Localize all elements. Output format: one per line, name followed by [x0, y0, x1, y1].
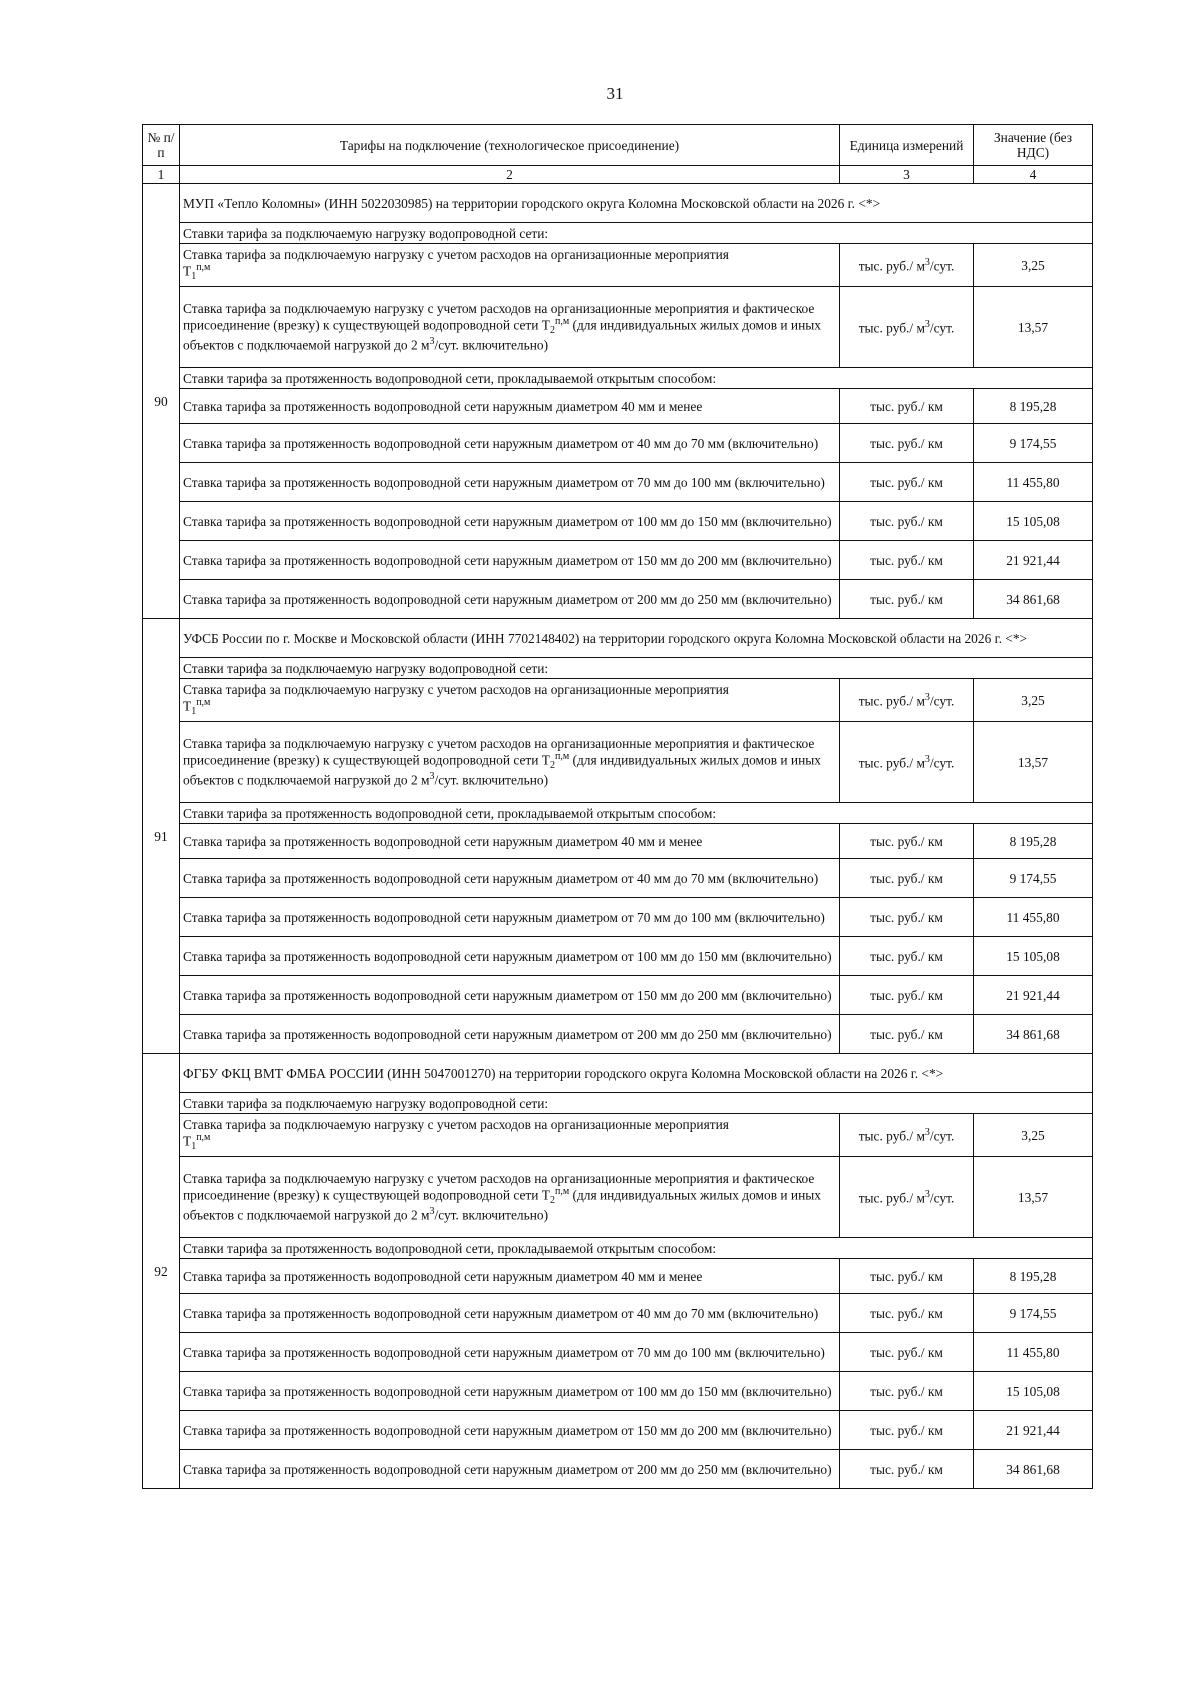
t2-label — [180, 287, 840, 368]
unit-cell: тыс. руб./ км — [840, 976, 974, 1015]
index-cell: 3 — [840, 166, 974, 184]
pipe-label: Ставка тарифа за протяженность водопроводной сети наружным диаметром 40 мм и менее — [180, 824, 840, 859]
unit-cell — [840, 1157, 974, 1238]
unit-text-suffix: /сут. — [929, 693, 955, 709]
unit-text-suffix: /сут. — [929, 755, 955, 771]
org-title: МУП «Тепло Коломны» (ИНН 5022030985) на территории городского округа Коломна Московской области на 2026 г. <*> — [180, 184, 1093, 223]
table-body — [143, 184, 1093, 1489]
unit-cell: тыс. руб./ км — [840, 424, 974, 463]
table-row — [143, 976, 1093, 1015]
pipe-label: Ставка тарифа за протяженность водопроводной сети наружным диаметром от 200 мм до 250 мм (включительно) — [180, 1450, 840, 1489]
t2-text: Ставка тарифа за подключаемую нагрузку с учетом расходов на организационные мероприятия и фактическое присоединение (врезку) к существующей водопроводной сети T — [183, 736, 815, 768]
unit-cell: тыс. руб./ км — [840, 824, 974, 859]
unit-cell: тыс. руб./ км — [840, 1259, 974, 1294]
pipe-label: Ставка тарифа за протяженность водопроводной сети наружным диаметром 40 мм и менее — [180, 389, 840, 424]
value-cell: 9 174,55 — [974, 1294, 1093, 1333]
org-row — [143, 184, 1093, 223]
pipe-label: Ставка тарифа за протяженность водопроводной сети наружным диаметром от 70 мм до 100 мм (включительно) — [180, 463, 840, 502]
unit-cell: тыс. руб./ км — [840, 859, 974, 898]
t1-superscript: п,м — [196, 697, 211, 709]
value-cell: 8 195,28 — [974, 389, 1093, 424]
pipe-label: Ставка тарифа за протяженность водопроводной сети наружным диаметром от 100 мм до 150 мм (включительно) — [180, 937, 840, 976]
tariff-table — [142, 124, 1093, 1489]
unit-text: тыс. руб./ м — [858, 693, 925, 709]
unit-text: тыс. руб./ м — [858, 755, 925, 771]
unit-cell — [840, 1114, 974, 1157]
unit-text: тыс. руб./ м — [858, 258, 925, 274]
t2-superscript: п,м — [554, 751, 570, 763]
org-number: 90 — [143, 184, 180, 619]
pipe-label: Ставка тарифа за протяженность водопроводной сети наружным диаметром от 40 мм до 70 мм (включительно) — [180, 1294, 840, 1333]
header-row — [143, 125, 1093, 166]
unit-cell: тыс. руб./ км — [840, 1450, 974, 1489]
unit-text-suffix: /сут. — [929, 258, 955, 274]
t2-label — [180, 722, 840, 803]
section-length-label: Ставки тарифа за протяженность водопроводной сети, прокладываемой открытым способом: — [180, 1238, 1093, 1259]
value-cell: 9 174,55 — [974, 424, 1093, 463]
pipe-label: Ставка тарифа за протяженность водопроводной сети наружным диаметром от 40 мм до 70 мм (включительно) — [180, 424, 840, 463]
section-length-label: Ставки тарифа за протяженность водопроводной сети, прокладываемой открытым способом: — [180, 368, 1093, 389]
t1-superscript: п,м — [196, 262, 211, 274]
value-cell: 13,57 — [974, 1157, 1093, 1238]
value-cell: 11 455,80 — [974, 898, 1093, 937]
t2-superscript: п,м — [554, 1186, 570, 1198]
unit-cell — [840, 722, 974, 803]
value-cell: 3,25 — [974, 679, 1093, 722]
table-row — [143, 1450, 1093, 1489]
header-tariff: Тарифы на подключение (технологическое присоединение) — [180, 125, 840, 166]
value-cell: 15 105,08 — [974, 937, 1093, 976]
unit-cell: тыс. руб./ км — [840, 1333, 974, 1372]
unit-superscript: 3 — [924, 1188, 930, 1200]
t2-text-end: /сут. включительно) — [434, 772, 549, 788]
value-cell: 15 105,08 — [974, 502, 1093, 541]
unit-superscript: 3 — [924, 753, 930, 765]
table-row — [143, 244, 1093, 287]
t2-text-cont: (для индивидуальных жилых домов и иных объектов с подключаемой нагрузкой до 2 м — [183, 317, 821, 353]
t2-cubic: 3 — [429, 771, 435, 783]
unit-text: тыс. руб./ м — [858, 320, 925, 336]
t2-text-cont: (для индивидуальных жилых домов и иных объектов с подключаемой нагрузкой до 2 м — [183, 1187, 821, 1223]
unit-text: тыс. руб./ м — [858, 1190, 925, 1206]
unit-cell — [840, 679, 974, 722]
table-row — [143, 679, 1093, 722]
index-cell: 1 — [143, 166, 180, 184]
table-row — [143, 1294, 1093, 1333]
t1-label — [180, 679, 840, 722]
header-value: Значение (без НДС) — [974, 125, 1093, 166]
t1-subscript: 1 — [191, 706, 197, 718]
t1-symbol: T — [183, 263, 192, 279]
t2-text-end: /сут. включительно) — [434, 1207, 549, 1223]
table-row — [143, 1015, 1093, 1054]
pipe-label: Ставка тарифа за протяженность водопроводной сети наружным диаметром от 150 мм до 200 мм (включительно) — [180, 976, 840, 1015]
section-row — [143, 803, 1093, 824]
unit-superscript: 3 — [924, 691, 930, 703]
index-cell: 4 — [974, 166, 1093, 184]
unit-text-suffix: /сут. — [929, 1190, 955, 1206]
table-row — [143, 824, 1093, 859]
section-row — [143, 658, 1093, 679]
value-cell: 21 921,44 — [974, 1411, 1093, 1450]
value-cell: 34 861,68 — [974, 580, 1093, 619]
t2-text-end: /сут. включительно) — [434, 337, 549, 353]
section-row — [143, 1093, 1093, 1114]
t2-subscript: 2 — [549, 760, 555, 772]
org-number: 91 — [143, 619, 180, 1054]
pipe-label: Ставка тарифа за протяженность водопроводной сети наружным диаметром от 70 мм до 100 мм (включительно) — [180, 898, 840, 937]
unit-superscript: 3 — [924, 318, 930, 330]
unit-cell: тыс. руб./ км — [840, 1411, 974, 1450]
table-row — [143, 389, 1093, 424]
t1-text: Ставка тарифа за подключаемую нагрузку с учетом расходов на организационные мероприятия — [183, 1117, 729, 1133]
section-load-label: Ставки тарифа за подключаемую нагрузку водопроводной сети: — [180, 223, 1093, 244]
pipe-label: Ставка тарифа за протяженность водопроводной сети наружным диаметром от 200 мм до 250 мм (включительно) — [180, 580, 840, 619]
table-row — [143, 1411, 1093, 1450]
unit-cell — [840, 244, 974, 287]
unit-cell: тыс. руб./ км — [840, 502, 974, 541]
value-cell: 9 174,55 — [974, 859, 1093, 898]
table-row — [143, 463, 1093, 502]
t2-label — [180, 1157, 840, 1238]
header-unit: Единица измерений — [840, 125, 974, 166]
t2-text: Ставка тарифа за подключаемую нагрузку с учетом расходов на организационные мероприятия и фактическое присоединение (врезку) к существующей водопроводной сети T — [183, 301, 815, 333]
pipe-label: Ставка тарифа за протяженность водопроводной сети наружным диаметром от 200 мм до 250 мм (включительно) — [180, 1015, 840, 1054]
pipe-label: Ставка тарифа за протяженность водопроводной сети наружным диаметром от 100 мм до 150 мм (включительно) — [180, 1372, 840, 1411]
header-number: № п/п — [143, 125, 180, 166]
unit-superscript: 3 — [924, 1126, 930, 1138]
unit-text: тыс. руб./ м — [858, 1128, 925, 1144]
pipe-label: Ставка тарифа за протяженность водопроводной сети наружным диаметром от 100 мм до 150 мм (включительно) — [180, 502, 840, 541]
unit-cell: тыс. руб./ км — [840, 541, 974, 580]
table-row — [143, 1157, 1093, 1238]
value-cell: 15 105,08 — [974, 1372, 1093, 1411]
unit-cell: тыс. руб./ км — [840, 580, 974, 619]
t2-subscript: 2 — [549, 325, 555, 337]
table-row — [143, 859, 1093, 898]
section-load-label: Ставки тарифа за подключаемую нагрузку водопроводной сети: — [180, 1093, 1093, 1114]
unit-cell: тыс. руб./ км — [840, 1015, 974, 1054]
t2-cubic: 3 — [429, 1206, 435, 1218]
index-row — [143, 166, 1093, 184]
table-row — [143, 502, 1093, 541]
table-row — [143, 1259, 1093, 1294]
table-row — [143, 287, 1093, 368]
t1-subscript: 1 — [191, 271, 197, 283]
value-cell: 8 195,28 — [974, 824, 1093, 859]
pipe-label: Ставка тарифа за протяженность водопроводной сети наружным диаметром от 150 мм до 200 мм (включительно) — [180, 1411, 840, 1450]
t2-subscript: 2 — [549, 1195, 555, 1207]
index-cell: 2 — [180, 166, 840, 184]
t2-superscript: п,м — [554, 316, 570, 328]
unit-text-suffix: /сут. — [929, 320, 955, 336]
org-title: УФСБ России по г. Москве и Московской области (ИНН 7702148402) на территории городского округа Коломна Московской области на 2026 г. <*> — [180, 619, 1093, 658]
page-number: 31 — [606, 84, 624, 103]
unit-cell — [840, 287, 974, 368]
section-row — [143, 368, 1093, 389]
unit-cell: тыс. руб./ км — [840, 898, 974, 937]
org-row — [143, 619, 1093, 658]
org-row — [143, 1054, 1093, 1093]
unit-cell: тыс. руб./ км — [840, 463, 974, 502]
table-row — [143, 580, 1093, 619]
value-cell: 13,57 — [974, 722, 1093, 803]
table-row — [143, 424, 1093, 463]
unit-cell: тыс. руб./ км — [840, 1294, 974, 1333]
value-cell: 3,25 — [974, 1114, 1093, 1157]
unit-superscript: 3 — [924, 256, 930, 268]
value-cell: 34 861,68 — [974, 1450, 1093, 1489]
t1-superscript: п,м — [196, 1132, 211, 1144]
unit-cell: тыс. руб./ км — [840, 937, 974, 976]
t2-cubic: 3 — [429, 336, 435, 348]
t1-label — [180, 244, 840, 287]
t1-label — [180, 1114, 840, 1157]
value-cell: 21 921,44 — [974, 976, 1093, 1015]
t1-symbol: T — [183, 1133, 192, 1149]
table-row — [143, 1333, 1093, 1372]
table-row — [143, 937, 1093, 976]
unit-cell: тыс. руб./ км — [840, 389, 974, 424]
org-number: 92 — [143, 1054, 180, 1489]
value-cell: 11 455,80 — [974, 1333, 1093, 1372]
section-row — [143, 223, 1093, 244]
table-row — [143, 1114, 1093, 1157]
t2-text-cont: (для индивидуальных жилых домов и иных объектов с подключаемой нагрузкой до 2 м — [183, 752, 821, 788]
unit-cell: тыс. руб./ км — [840, 1372, 974, 1411]
value-cell: 21 921,44 — [974, 541, 1093, 580]
t2-text: Ставка тарифа за подключаемую нагрузку с учетом расходов на организационные мероприятия и фактическое присоединение (врезку) к существующей водопроводной сети T — [183, 1171, 815, 1203]
unit-text-suffix: /сут. — [929, 1128, 955, 1144]
pipe-label: Ставка тарифа за протяженность водопроводной сети наружным диаметром от 150 мм до 200 мм (включительно) — [180, 541, 840, 580]
t1-text: Ставка тарифа за подключаемую нагрузку с учетом расходов на организационные мероприятия — [183, 247, 729, 263]
table-row — [143, 1372, 1093, 1411]
section-row — [143, 1238, 1093, 1259]
table-row — [143, 722, 1093, 803]
value-cell: 11 455,80 — [974, 463, 1093, 502]
section-length-label: Ставки тарифа за протяженность водопроводной сети, прокладываемой открытым способом: — [180, 803, 1093, 824]
value-cell: 34 861,68 — [974, 1015, 1093, 1054]
section-load-label: Ставки тарифа за подключаемую нагрузку водопроводной сети: — [180, 658, 1093, 679]
value-cell: 13,57 — [974, 287, 1093, 368]
pipe-label: Ставка тарифа за протяженность водопроводной сети наружным диаметром от 40 мм до 70 мм (включительно) — [180, 859, 840, 898]
t1-subscript: 1 — [191, 1141, 197, 1153]
t1-symbol: T — [183, 698, 192, 714]
pipe-label: Ставка тарифа за протяженность водопроводной сети наружным диаметром 40 мм и менее — [180, 1259, 840, 1294]
t1-text: Ставка тарифа за подключаемую нагрузку с учетом расходов на организационные мероприятия — [183, 682, 729, 698]
pipe-label: Ставка тарифа за протяженность водопроводной сети наружным диаметром от 70 мм до 100 мм (включительно) — [180, 1333, 840, 1372]
org-title: ФГБУ ФКЦ ВМТ ФМБА РОССИИ (ИНН 5047001270) на территории городского округа Коломна Московской области на 2026 г. <*> — [180, 1054, 1093, 1093]
table-row — [143, 898, 1093, 937]
value-cell: 3,25 — [974, 244, 1093, 287]
value-cell: 8 195,28 — [974, 1259, 1093, 1294]
table-row — [143, 541, 1093, 580]
